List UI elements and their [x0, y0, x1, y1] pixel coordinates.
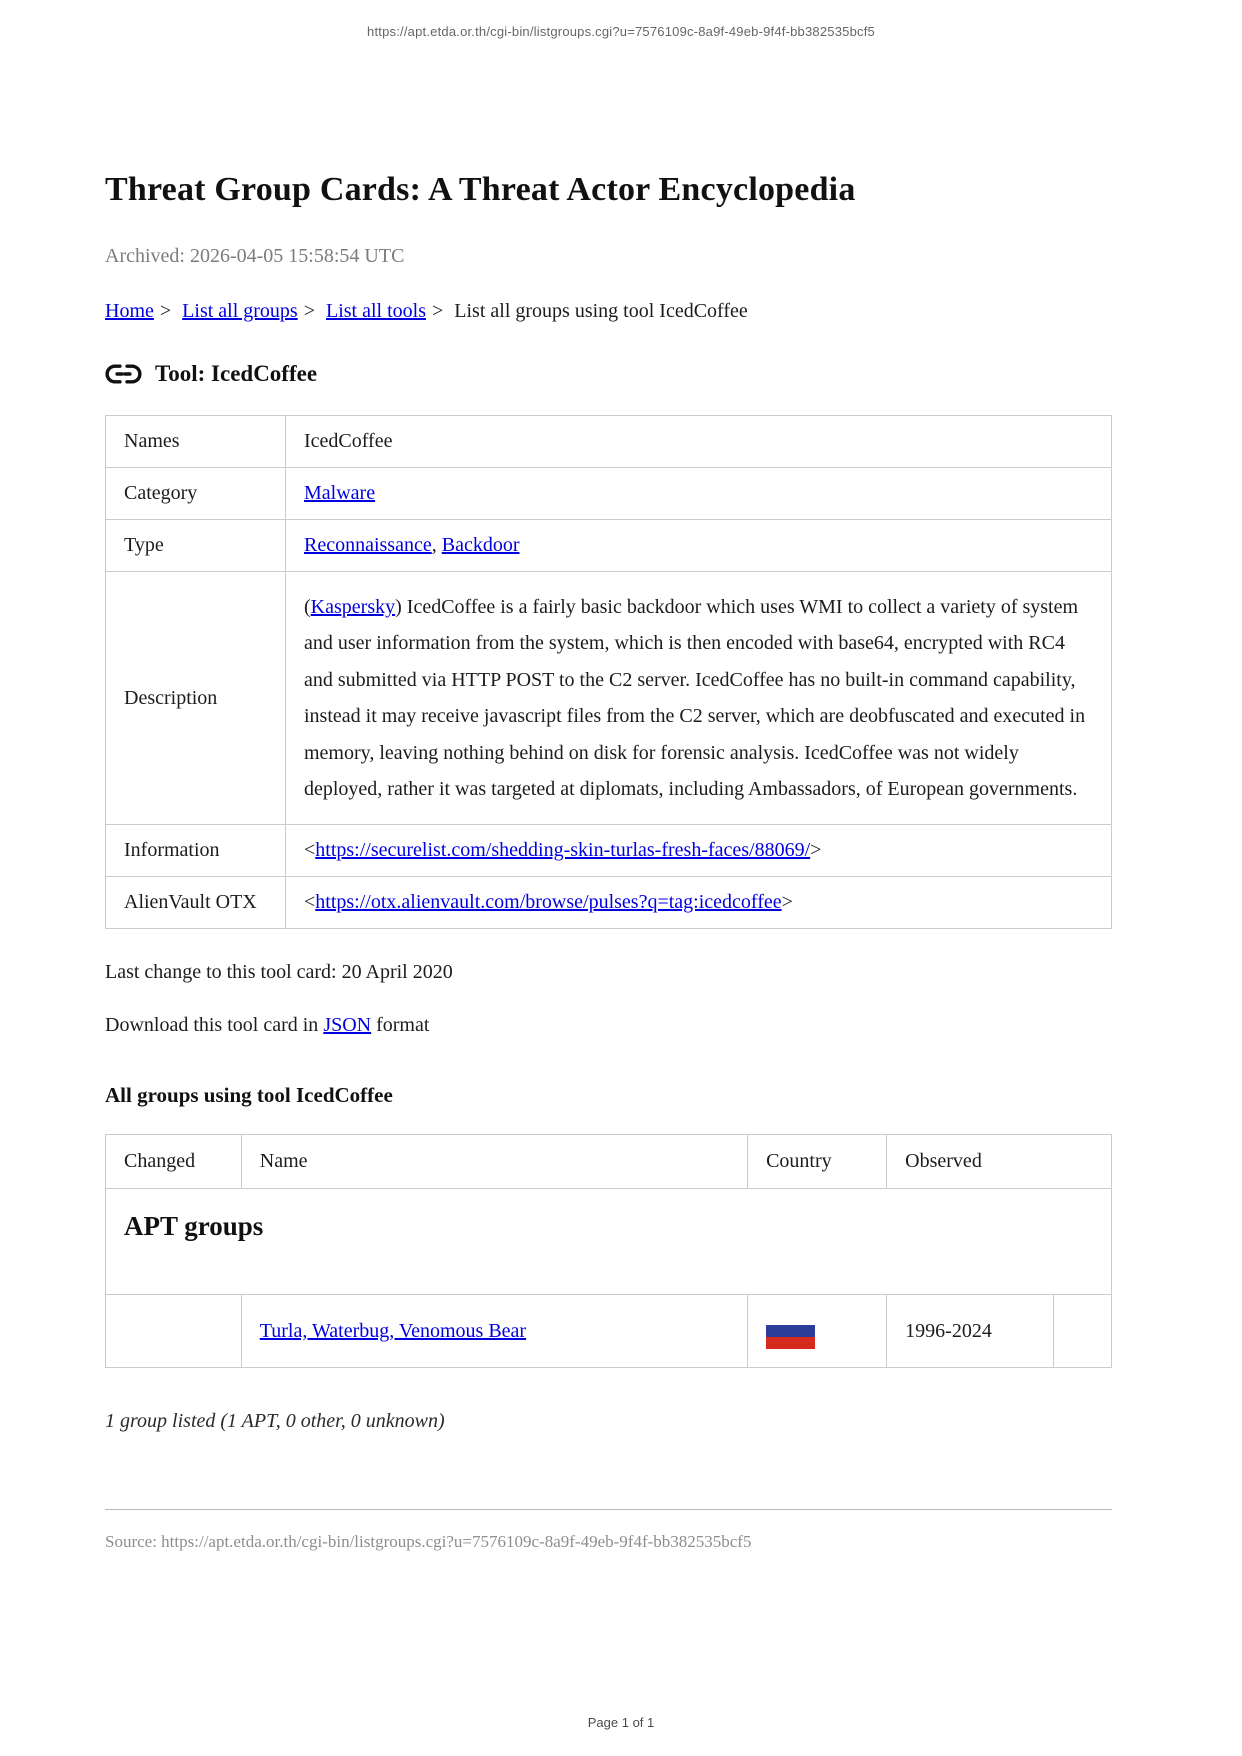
group-observed-cell: 1996-2024: [887, 1295, 1054, 1368]
information-label: Information: [106, 825, 286, 877]
russia-flag-icon: [766, 1313, 815, 1349]
column-country: Country: [748, 1135, 887, 1189]
description-text: IcedCoffee is a fairly basic backdoor which uses WMI to collect a variety of system and user information from the system, which is then encoded with base64, encrypted with RC4 and submitted via HTTP POST to the C2 server. IcedCoffee has no built-in command capability, instead it may receive javascript files from the C2 server, which are deobfuscated and executed in memory, leaving nothing behind on disk for forensic analysis. IcedCoffee was not widely deployed, rather it was targeted at diplomats, including Ambassadors, of European governments.: [304, 596, 1086, 800]
group-row-turla: [106, 1295, 1112, 1368]
download-prefix: Download this tool card in: [105, 1014, 324, 1037]
category-value: [286, 468, 1112, 520]
apt-groups-section-row: [106, 1189, 1112, 1295]
column-observed: Observed: [887, 1135, 1112, 1189]
breadcrumb-home-link[interactable]: Home: [105, 300, 154, 322]
archived-timestamp: Archived: 2026-04-05 15:58:54 UTC: [105, 245, 405, 267]
angle-open: <: [304, 891, 316, 914]
information-url-link[interactable]: https://securelist.com/shedding-skin-turlas-fresh-faces/88069/: [315, 839, 811, 862]
page-title: Threat Group Cards: A Threat Actor Encyclopedia: [105, 171, 856, 208]
category-malware-link[interactable]: Malware: [304, 482, 376, 504]
group-country-cell: [748, 1295, 887, 1368]
breadcrumb-separator: >: [159, 300, 172, 322]
tool-heading: [105, 361, 1112, 387]
column-changed: Changed: [106, 1135, 242, 1189]
angle-close: >: [781, 891, 793, 914]
breadcrumb-list-all-groups-link[interactable]: List all groups: [182, 300, 298, 322]
groups-table: [105, 1134, 1112, 1368]
tool-card-row-type: [106, 520, 1112, 572]
type-value: [286, 520, 1112, 572]
kaspersky-link[interactable]: Kaspersky: [310, 596, 396, 618]
breadcrumb-current-page: List all groups using tool IcedCoffee: [454, 300, 748, 322]
turla-group-link[interactable]: Turla, Waterbug, Venomous Bear: [259, 1319, 527, 1342]
tool-card-row-category: [106, 468, 1112, 520]
description-label: Description: [106, 572, 286, 825]
last-change-text: Last change to this tool card: 20 April 2020: [105, 961, 453, 984]
category-label: Category: [106, 468, 286, 520]
information-value: [286, 825, 1112, 877]
otx-url-link[interactable]: https://otx.alienvault.com/browse/pulses?q=tag:icedcoffee: [315, 891, 782, 914]
link-icon: [105, 363, 142, 385]
download-json-link[interactable]: JSON: [323, 1014, 372, 1037]
names-value: IcedCoffee: [286, 416, 1112, 468]
description-value: [286, 572, 1112, 825]
source-url-text: Source: https://apt.etda.or.th/cgi-bin/listgroups.cgi?u=7576109c-8a9f-49eb-9f4f-bb382535bcf5: [105, 1532, 752, 1552]
angle-close: >: [810, 839, 822, 862]
paren-close: ): [395, 596, 402, 618]
tool-card-row-description: [106, 572, 1112, 825]
names-label: Names: [106, 416, 286, 468]
breadcrumb-separator: >: [303, 300, 315, 322]
tool-card-row-information: [106, 825, 1112, 877]
column-name: Name: [241, 1135, 747, 1189]
groups-heading: All groups using tool IcedCoffee: [105, 1083, 393, 1108]
flag-stripe-blue: [766, 1325, 815, 1337]
type-separator: ,: [431, 534, 442, 556]
apt-groups-section-label: APT groups: [106, 1189, 1112, 1295]
angle-open: <: [304, 839, 316, 862]
breadcrumb-separator: >: [432, 300, 444, 322]
type-reconnaissance-link[interactable]: Reconnaissance: [304, 534, 432, 556]
flag-stripe-white: [766, 1313, 815, 1325]
type-backdoor-link[interactable]: Backdoor: [441, 534, 520, 556]
paren-open: (: [304, 596, 311, 618]
tool-card-row-names: [106, 416, 1112, 468]
tool-card-table: [105, 415, 1112, 929]
otx-value: [286, 877, 1112, 929]
tool-card-row-otx: [106, 877, 1112, 929]
groups-header-row: [106, 1135, 1112, 1189]
group-extra-cell: [1054, 1295, 1112, 1368]
download-line: [105, 1014, 1112, 1037]
groups-summary: 1 group listed (1 APT, 0 other, 0 unknown): [105, 1410, 445, 1433]
flag-stripe-red: [766, 1337, 815, 1349]
page-content: [105, 171, 1112, 1552]
group-name-cell: [241, 1295, 747, 1368]
breadcrumb: [105, 300, 1112, 323]
group-changed-cell: [106, 1295, 242, 1368]
print-header-url: https://apt.etda.or.th/cgi-bin/listgroups.cgi?u=7576109c-8a9f-49eb-9f4f-bb382535bcf5: [367, 24, 875, 39]
download-suffix: format: [371, 1014, 430, 1037]
type-label: Type: [106, 520, 286, 572]
footer-divider: [105, 1509, 1112, 1510]
page-number: Page 1 of 1: [587, 1715, 655, 1730]
tool-heading-label: Tool: IcedCoffee: [155, 361, 318, 386]
breadcrumb-list-all-tools-link[interactable]: List all tools: [326, 300, 426, 322]
otx-label: AlienVault OTX: [106, 877, 286, 929]
